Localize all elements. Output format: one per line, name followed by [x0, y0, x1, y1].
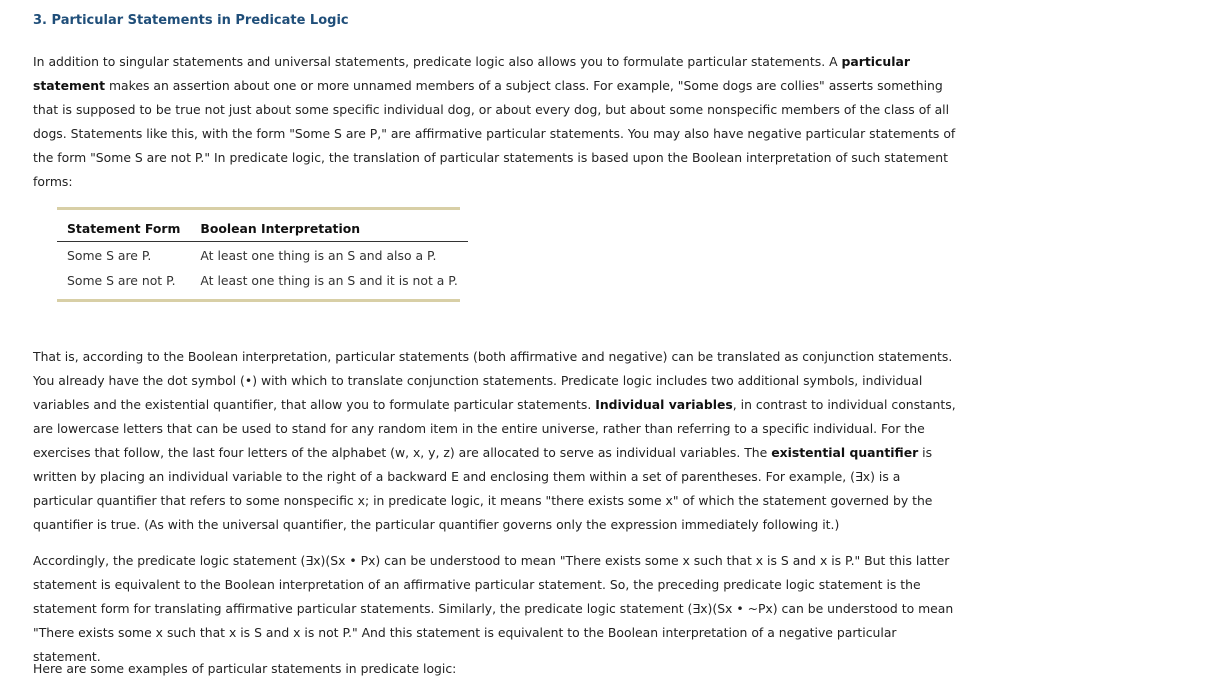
- table-row: [57, 267, 468, 292]
- table-cell-interpretation: At least one thing is an S and it is not a P.: [200, 272, 458, 288]
- term-existential-quantifier: existential quantifier: [771, 445, 919, 460]
- boolean-interpretation-table-frame: [57, 207, 460, 302]
- quantifier-text-2: , in contrast to individual constants, are lowercase letters that can be used to stand for any random item in the entire universe, rather than referring to a specific individual. For the exercises that follow, the last four letters of the alphabet (w, x, y, z) are allocated to serve as individual variables. The: [33, 397, 956, 460]
- examples-intro-paragraph: Here are some examples of particular statements in predicate logic:: [33, 661, 457, 676]
- translation-paragraph: Accordingly, the predicate logic statement (∃x)(Sx • Px) can be understood to mean "There exists some x such that x is S and x is P." But this latter statement is equivalent to the Boolean interpretation of an affirmative particular statement. So, the preceding predicate logic statement is the statement form for translating affirmative particular statements. Similarly, the predicate logic statement (∃x)(Sx • ~Px) can be understood to mean "There exists some x such that x is S and x is not P." And this statement is equivalent to the Boolean interpretation of a negative particular statement.: [33, 553, 954, 664]
- column-header-boolean-interpretation: Boolean Interpretation: [190, 218, 467, 242]
- intro-paragraph: [33, 50, 958, 194]
- table-cell-form: Some S are not P.: [67, 272, 176, 288]
- quantifier-text-3: is written by placing an individual variable to the right of a backward E and enclosing them within a set of parentheses. For example, (∃x) is a particular quantifier that refers to some nonspecific x; in predicate logic, it means "there exists some x" of which the statement governed by the quantifier is true. (As with the universal quantifier, the particular quantifier governs only the expression immediately following it.): [33, 445, 933, 532]
- quantifier-text-1: That is, according to the Boolean interpretation, particular statements (both affirmative and negative) can be translated as conjunction statements. You already have the dot symbol (•) with which to translate conjunction statements. Predicate logic includes two additional symbols, individual variables and the existential quantifier, that allow you to formulate particular statements.: [33, 349, 953, 412]
- column-header-statement-form: Statement Form: [57, 218, 190, 242]
- table-row: [57, 242, 468, 268]
- section-heading: 3. Particular Statements in Predicate Logic: [33, 13, 349, 28]
- table-cell-interpretation: At least one thing is an S and also a P.: [200, 247, 437, 263]
- term-individual-variables: Individual variables: [595, 397, 733, 412]
- quantifier-paragraph: [33, 345, 958, 537]
- boolean-interpretation-table: [57, 218, 468, 292]
- table-header-row: [57, 218, 468, 242]
- intro-text-2: makes an assertion about one or more unnamed members of a subject class. For example, "Some dogs are collies" asserts something that is supposed to be true not just about some specific individual dog, or about every dog, but about some nonspecific members of the class of all dogs. Statements like this, with the form "Some S are P," are affirmative particular statements. You may also have negative particular statements of the form "Some S are not P." In predicate logic, the translation of particular statements is based upon the Boolean interpretation of such statement forms:: [33, 78, 956, 189]
- term-particular-statement: particular statement: [33, 54, 910, 93]
- intro-text-1: In addition to singular statements and universal statements, predicate logic also allows you to formulate particular statements. A: [33, 54, 842, 69]
- table-cell-form: Some S are P.: [67, 247, 152, 263]
